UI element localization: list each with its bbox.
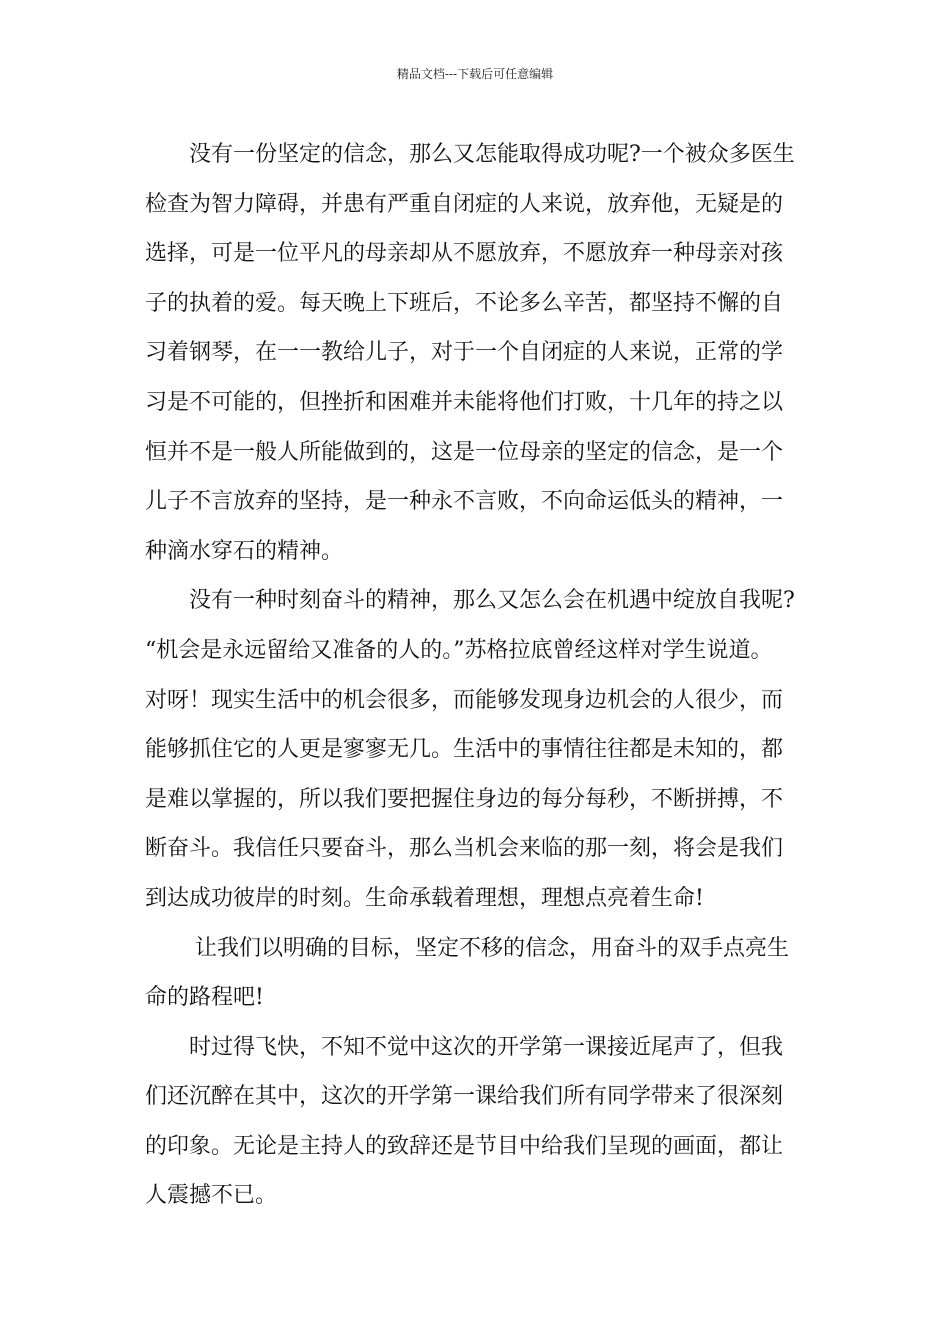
page-header: 精品文档---下载后可任意编辑 — [396, 67, 554, 81]
text-line: 时过得飞快，不知不觉中这次的开学第一课接近尾声了，但我 — [189, 1034, 784, 1060]
text-line: 让我们以明确的目标，坚定不移的信念，用奋斗的双手点亮生 — [195, 935, 790, 961]
text-line: “机会是永远留给又准备的人的。”苏格拉底曾经这样对学生说道。 — [145, 637, 773, 663]
text-line: 儿子不言放弃的坚持，是一种永不言败，不向命运低头的精神，一 — [145, 489, 784, 515]
text-line: 恒并不是一般人所能做到的，这是一位母亲的坚定的信念，是一个 — [145, 439, 784, 465]
text-line: 子的执着的爱。每天晚上下班后，不论多么辛苦，都坚持不懈的自 — [145, 290, 784, 316]
text-line: 对呀！现实生活中的机会很多，而能够发现身边机会的人很少，而 — [145, 687, 784, 713]
text-line: 断奋斗。我信任只要奋斗，那么当机会来临的那一刻，将会是我们 — [145, 836, 784, 862]
text-line: 是难以掌握的，所以我们要把握住身边的每分每秒，不断拼搏，不 — [145, 786, 784, 812]
text-line: 人震撼不已。 — [145, 1183, 278, 1209]
document-body — [145, 130, 815, 1221]
text-line: 种滴水穿石的精神。 — [145, 538, 344, 564]
text-line: 检查为智力障碍，并患有严重自闭症的人来说，放弃他，无疑是的 — [145, 191, 784, 217]
paragraph-1 — [145, 130, 815, 576]
text-line: 没有一份坚定的信念，那么又怎能取得成功呢?一个被众多医生 — [189, 142, 795, 167]
paragraph-2 — [145, 576, 815, 923]
text-line: 的印象。无论是主持人的致辞还是节目中给我们呈现的画面，都让 — [145, 1133, 784, 1159]
paragraph-4 — [145, 1023, 815, 1221]
paragraph-3 — [145, 924, 815, 1023]
text-line: 习着钢琴，在一一教给儿子，对于一个自闭症的人来说，正常的学 — [145, 340, 784, 366]
text-line: 能够抓住它的人更是寥寥无几。生活中的事情往往都是未知的，都 — [145, 737, 784, 763]
text-line: 没有一种时刻奋斗的精神，那么又怎么会在机遇中绽放自我呢? — [189, 588, 795, 614]
text-line: 命的路程吧! — [145, 985, 264, 1011]
text-line: 习是不可能的，但挫折和困难并未能将他们打败，十几年的持之以 — [145, 389, 784, 415]
text-line: 们还沉醉在其中，这次的开学第一课给我们所有同学带来了很深刻 — [145, 1084, 784, 1110]
text-line: 选择，可是一位平凡的母亲却从不愿放弃，不愿放弃一种母亲对孩 — [145, 241, 784, 267]
text-line: 到达成功彼岸的时刻。生命承载着理想，理想点亮着生命! — [145, 885, 704, 911]
